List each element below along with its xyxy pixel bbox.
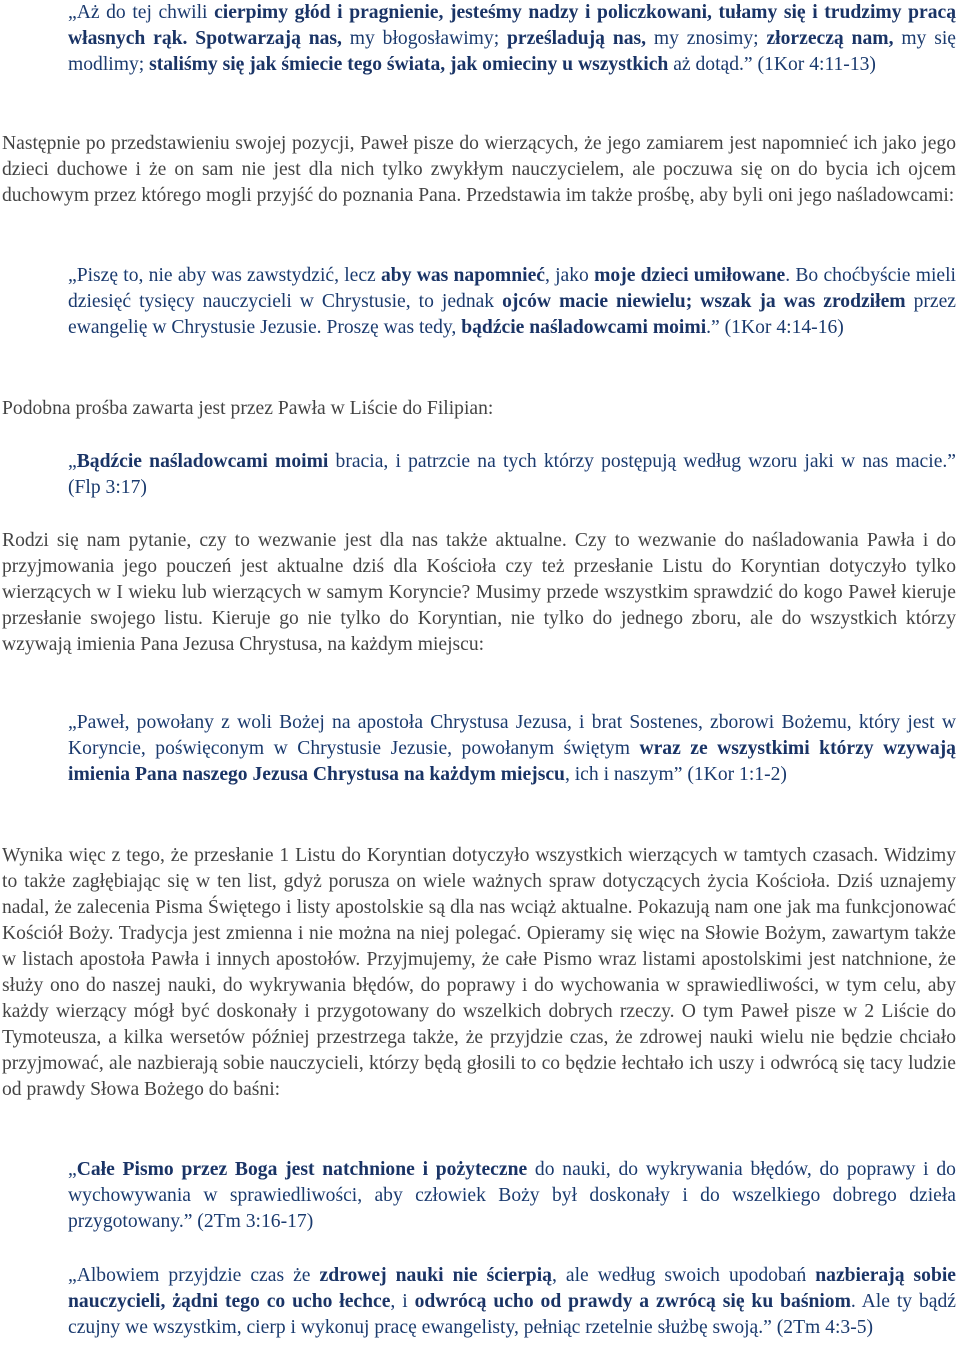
bold-text-run: staliśmy się jak śmiecie tego świata, jak omieciny u wszystkich: [149, 54, 669, 75]
quote-1kor-1-1: [68, 710, 956, 788]
text-run: do nauki, do wykrywania błędów, do poprawy i do wychowywania w sprawiedliwości, aby człowiek Boży był doskonały i do wszelkiego dobrego dzieła przygotowany.” (2Tm 3:16-17): [68, 1159, 956, 1232]
text-run: „Albowiem przyjdzie czas że: [68, 1265, 320, 1286]
quote-1kor-4-14: [68, 263, 956, 341]
bold-text-run: Bądźcie naśladowcami moimi: [76, 451, 329, 472]
text-run: .” (1Kor 4:14-16): [706, 317, 844, 338]
text-run: Rodzi się nam pytanie, czy to wezwanie jest dla nas także aktualne. Czy to wezwanie do naśladowania Pawła i do przyjmowania jego pouczeń jest aktualne dziś dla Kościoła czy też przesłanie Listu do Koryntian dotyczyło tylko wierzących w I wieku lub wierzących w samym Koryncie? Musimy przede wszystkim sprawdzić do kogo Paweł kieruje przesłanie swojego listu. Kieruje go nie tylko do Koryntian, nie tylko do jednego zboru, ale do wszystkich którzy wzywają imienia Pana Jezusa Chrystusa, na każdym miejscu:: [2, 530, 956, 655]
bold-text-run: złorzeczą nam,: [766, 28, 894, 49]
paragraph-pytanie: [2, 528, 956, 658]
paragraph-filipian: [2, 396, 956, 422]
text-run: . Ale ty bądź czujny we wszystkim, cierp i wykonuj pracę ewangelisty, pełniąc rzetelnie służbę swoją.” (2Tm 4:3-5): [68, 1291, 956, 1338]
text-run: bracia, i patrzcie na tych którzy postępują według wzoru jaki w nas macie.” (Flp 3:17): [68, 451, 956, 498]
text-run: my błogosławimy;: [341, 28, 507, 49]
bold-text-run: odwrócą ucho od prawdy a zwrócą się ku baśniom: [414, 1291, 851, 1312]
text-run: Podobna prośba zawarta jest przez Pawła w Liście do Filipian:: [2, 398, 494, 419]
text-run: aż dotąd.” (1Kor 4:11-13): [668, 54, 876, 75]
bold-text-run: nazbierają sobie nauczycieli, żądni tego co ucho łechce: [68, 1265, 956, 1312]
text-run: „Piszę to, nie aby was zawstydzić, lecz: [68, 265, 381, 286]
text-run: . Bo choćbyście mieli dziesięć tysięcy nauczycieli w Chrystusie, to jednak: [68, 265, 956, 312]
bold-text-run: Całe Pismo przez Boga jest natchnione i pożyteczne: [76, 1159, 528, 1180]
quote-flp-3-17: [68, 449, 956, 501]
bold-text-run: bądźcie naśladowcami moimi: [461, 317, 707, 338]
bold-text-run: zdrowej nauki nie ścierpią: [319, 1265, 552, 1286]
text-run: , i: [390, 1291, 415, 1312]
text-run: „Aż do tej chwili: [68, 2, 215, 23]
bold-text-run: prześladują nas,: [507, 28, 647, 49]
bold-text-run: wraz ze wszystkimi którzy wzywają imienia Pana naszego Jezusa Chrystusa na każdym miejscu: [68, 738, 956, 785]
text-run: Wynika więc z tego, że przesłanie 1 Listu do Koryntian dotyczyło wszystkich wierzących w tamtych czasach. Widzimy to także zagłębiając się w ten list, gdyż porusza on wiele ważnych spraw dotyczących życia Kościoła. Dziś uznajemy nadal, że zalecenia Pisma Świętego i listy apostolskie są dla nas wciąż aktualne. Pokazują nam one jak ma funkcjonować Kościół Boży. Tradycja jest zmienna i nie można na niej polegać. Opieramy się więc na Słowie Bożym, zawartym także w listach apostoła Pawła i innych apostołów. Przyjmujemy, że całe Pismo wraz listami apostolskimi jest natchnione, że służy ono do naszej nauki, do wykrywania błędów, do poprawy i do wychowania w sprawiedliwości, w tym celu, aby każdy wierzący mógł być doskonały i przygotowany do wszelkich dobrych rzeczy. O tym Paweł pisze w 2 Liście do Tymoteusza, a kilka wersetów później przestrzega także, że przyjdzie czas, że zdrowej nauki wielu nie będzie chciało przyjmować, ale nazbierają sobie nauczycieli, którzy będą głosili to co będzie łechtało ich uszy i odwrócą się tacy ludzie od prawdy Słowa Bożego do baśni:: [2, 845, 956, 1100]
bold-text-run: moje dzieci umiłowane: [594, 265, 786, 286]
quote-2tm-4-3: [68, 1263, 956, 1341]
text-run: my znosimy;: [646, 28, 767, 49]
paragraph-wynika: [2, 843, 956, 1103]
text-run: Następnie po przedstawieniu swojej pozycji, Paweł pisze do wierzących, że jego zamiarem jest napomnieć ich jako jego dzieci duchowe i że on sam nie jest dla nich tylko zwykłym nauczycielem, ale poczuwa się on do bycia ich ojcem duchowym przez którego mogli przyjść do poznania Pana. Przedstawia im także prośbę, aby byli oni jego naśladowcami:: [2, 133, 956, 206]
text-run: „: [68, 451, 77, 472]
paragraph-pawel-pozycja: [2, 131, 956, 209]
text-run: , ale według swoich upodobań: [551, 1265, 816, 1286]
text-run: „Paweł, powołany z woli Bożej na apostoła Chrystusa Jezusa, i brat Sostenes, zborowi Bożemu, który jest w Koryncie, poświęconym w Chrystusie Jezusie, powołanym świętym: [68, 712, 956, 759]
text-run: przez ewangelię w Chrystusie Jezusie. Proszę was tedy,: [68, 291, 956, 338]
bold-text-run: aby was napomnieć: [381, 265, 545, 286]
text-run: , ich i naszym” (1Kor 1:1-2): [564, 764, 787, 785]
quote-2tm-3-16: [68, 1157, 956, 1235]
quote-1kor-4-11: [68, 0, 956, 78]
bold-text-run: ojców macie niewielu; wszak ja was zrodziłem: [502, 291, 906, 312]
bold-text-run: cierpimy głód i pragnienie, jesteśmy nadzy i policzkowani, tułamy się i trudzimy pracą własnych rąk. Spotwarzają nas,: [68, 2, 956, 49]
text-run: my się modlimy;: [68, 28, 956, 75]
text-run: , jako: [544, 265, 595, 286]
text-run: „: [68, 1159, 77, 1180]
